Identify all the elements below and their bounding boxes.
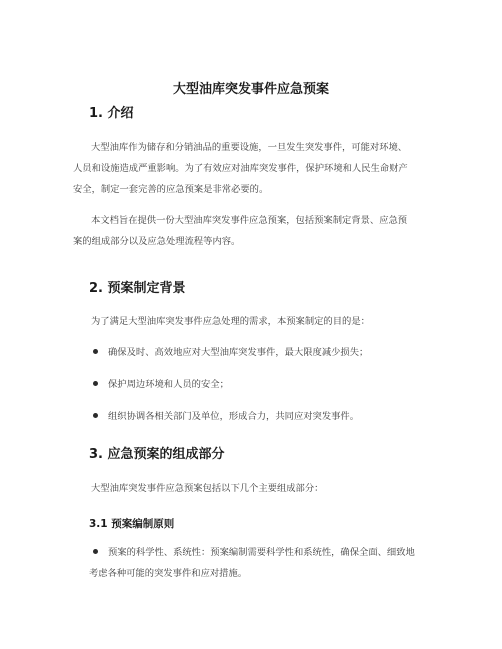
list-item-text: 预案的科学性、系统性：预案编制需要科学性和系统性，确保全面、细致地 [108, 547, 415, 558]
list-item-text: 确保及时、高效地应对大型油库突发事件，最大限度减少损失； [108, 347, 369, 358]
bullet-icon [93, 413, 98, 418]
paragraph-line: 大型油库作为储存和分销油品的重要设施，一旦发生突发事件，可能对环境、 [91, 142, 408, 153]
document-title: 大型油库突发事件应急预案 [172, 82, 329, 97]
section-heading-introduction: 1. 介绍 [89, 106, 134, 121]
list-item [89, 406, 434, 427]
list-item [89, 342, 434, 363]
paragraph-line: 安全，制定一套完善的应急预案是非常必要的。 [73, 184, 269, 195]
section-3-intro: 大型油库突发事件应急预案包括以下几个主要组成部分： [91, 483, 324, 494]
bullet-icon [93, 381, 98, 386]
subsection-heading-principles: 3.1 预案编制原则 [89, 518, 175, 530]
bullet-icon [93, 549, 98, 554]
list-item [89, 374, 434, 395]
list-item [89, 542, 434, 584]
paragraph-line: 人员和设施造成严重影响。为了有效应对油库突发事件，保护环境和人民生命财产 [73, 163, 408, 174]
list-item-text: 组织协调各相关部门及单位，形成合力，共同应对突发事件。 [108, 411, 360, 422]
list-item-text: 保护周边环境和人员的安全； [108, 379, 229, 390]
section-heading-components: 3. 应急预案的组成部分 [89, 447, 225, 462]
list-item-text-continued: 考虑各种可能的突发事件和应对措施。 [89, 568, 248, 579]
paragraph-line: 案的组成部分以及应急处理流程等内容。 [73, 236, 241, 247]
bullet-icon [93, 349, 98, 354]
section-2-intro: 为了满足大型油库突发事件应急处理的需求，本预案制定的目的是： [91, 316, 370, 327]
section-1-paragraph-2 [73, 210, 424, 252]
paragraph-line: 本文档旨在提供一份大型油库突发事件应急预案，包括预案制定背景、应急预 [91, 215, 408, 226]
section-1-paragraph-1 [73, 137, 424, 200]
section-heading-background: 2. 预案制定背景 [89, 281, 186, 296]
